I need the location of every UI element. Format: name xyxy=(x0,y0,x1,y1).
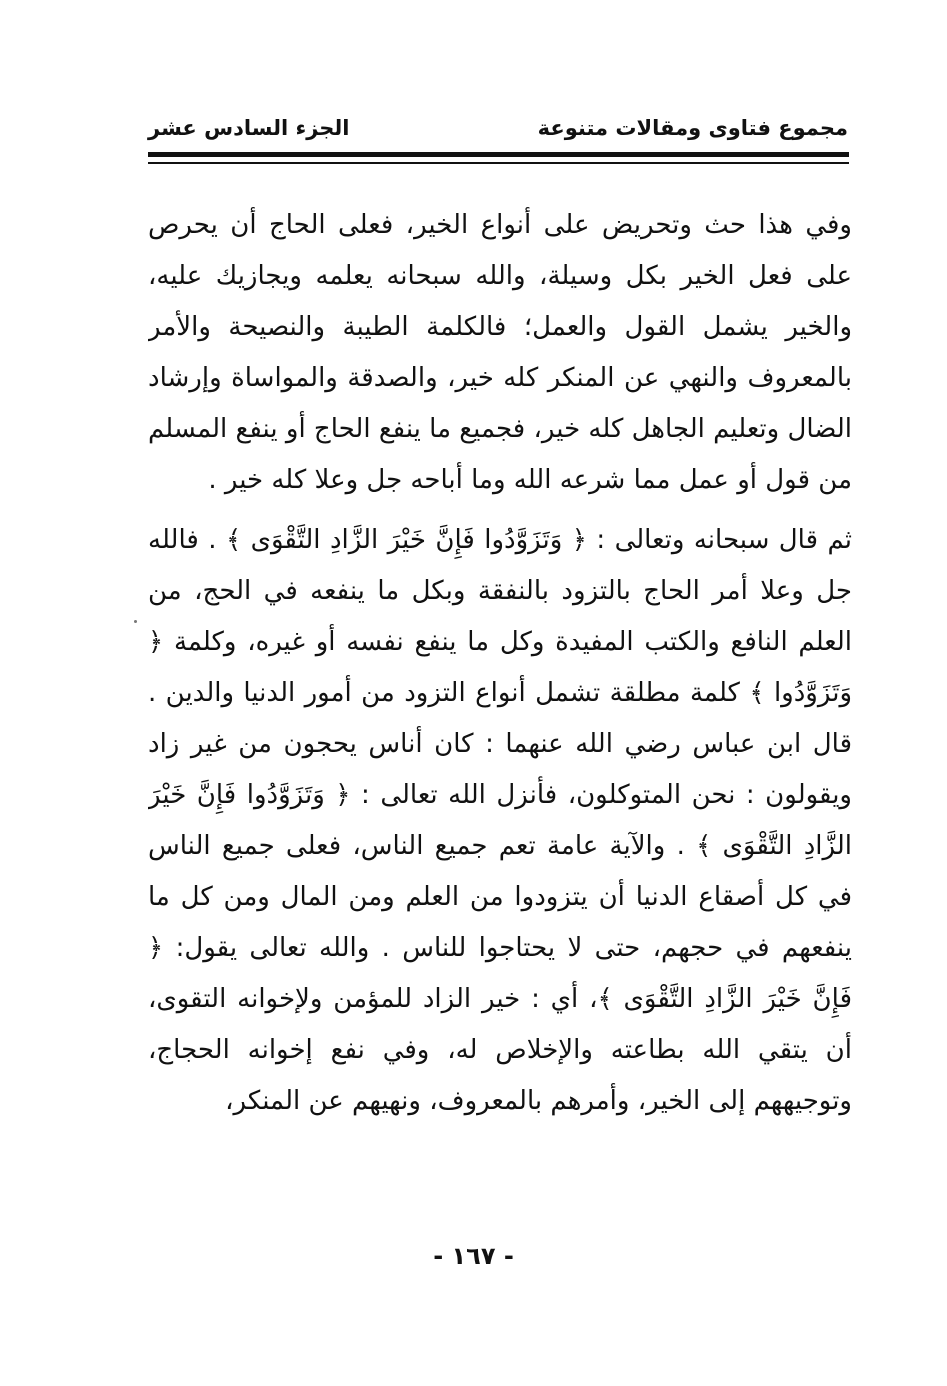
running-header xyxy=(148,112,848,148)
scan-speck xyxy=(134,620,137,623)
page-number: - ١٦٧ - xyxy=(433,1242,514,1270)
body-text xyxy=(148,200,852,1210)
header-rule-thin xyxy=(148,162,849,164)
header-book-title: مجموع فتاوى ومقالات متنوعة xyxy=(537,116,848,140)
paragraph-2: ثم قال سبحانه وتعالى : ﴿ وَتَزَوَّدُوا فَإِنَّ خَيْرَ الزَّادِ التَّقْوَى ﴾ . فالله جل وعلا أمر الحاج بالتزود بالنفقة وبكل ما ينفعه في الحج، من العلم النافع والكتب المفيدة وكل ما ينفع نفسه أو غيره، وكلمة ﴿ وَتَزَوَّدُوا ﴾ كلمة مطلقة تشمل أنواع التزود من أمور الدنيا والدين . قال ابن عباس رضي الله عنهما : كان أناس يحجون من غير زاد ويقولون : نحن المتوكلون، فأنزل الله تعالى : ﴿ وَتَزَوَّدُوا فَإِنَّ خَيْرَ الزَّادِ التَّقْوَى ﴾ . والآية عامة تعم جميع الناس، فعلى جميع الناس في كل أصقاع الدنيا أن يتزودوا من العلم ومن المال ومن كل ما ينفعهم في حجهم، حتى لا يحتاجوا للناس . والله تعالى يقول: ﴿ فَإِنَّ خَيْرَ الزَّادِ التَّقْوَى ﴾، أي : خير الزاد للمؤمن ولإخوانه التقوى، أن يتقي الله بطاعته والإخلاص له، وفي نفع إخوانه الحجاج، وتوجيههم إلى الخير، وأمرهم بالمعروف، ونهيهم عن المنكر، xyxy=(148,525,852,1116)
header-rule-thick xyxy=(148,152,849,157)
header-part-label: الجزء السادس عشر xyxy=(148,116,350,140)
paragraph-1: وفي هذا حث وتحريض على أنواع الخير، فعلى الحاج أن يحرص على فعل الخير بكل وسيلة، والله سبحانه يعلمه ويجازيك عليه، والخير يشمل القول والعمل؛ فالكلمة الطيبة والنصيحة والأمر بالمعروف والنهي عن المنكر كله خير، والصدقة والمواساة وإرشاد الضال وتعليم الجاهل كله خير، فجميع ما ينفع الحاج أو ينفع المسلم من قول أو عمل مما شرعه الله وما أباحه جل وعلا كله خير . xyxy=(148,210,852,495)
